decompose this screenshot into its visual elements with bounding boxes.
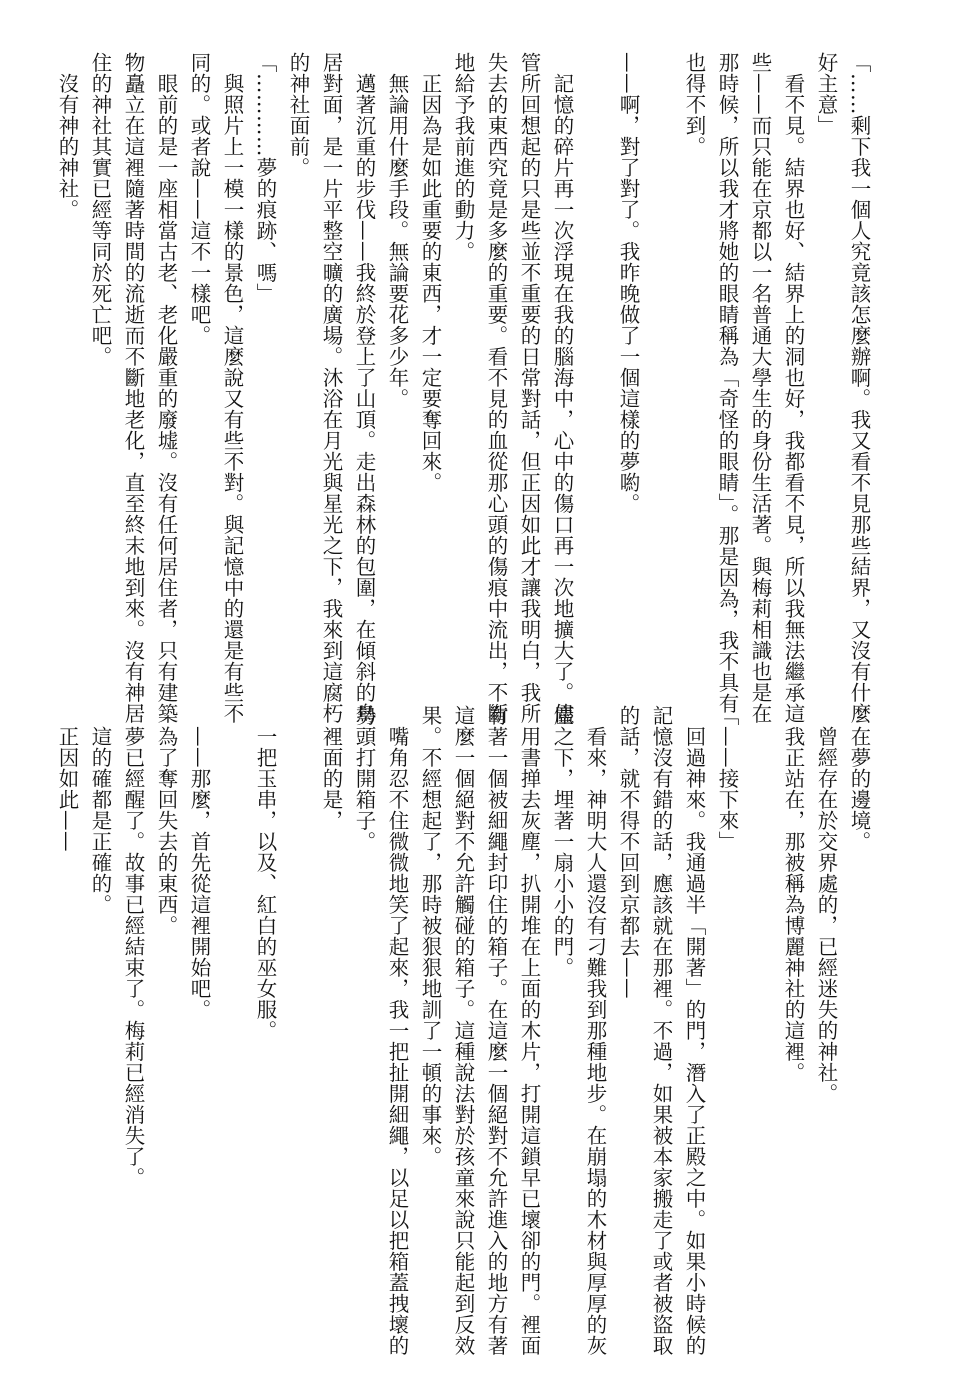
text-line: 夢已經醒了。故事已經結束了。梅莉已經消失了。: [121, 705, 145, 1188]
text-line: 用書掸去灰塵，扒開堆在上面的木片，打開這鎖早已壞卻的門。裡面: [517, 705, 541, 1356]
text-line: 正因如此——: [55, 705, 79, 852]
text-line: 好主意」: [814, 52, 838, 136]
text-line: 「——接下來」: [715, 705, 739, 852]
text-line: 看來，神明大人還沒有刁難我到那種地步。在崩塌的木材與厚厚的灰: [583, 705, 607, 1356]
text-line: ——啊，對了對了。我昨晚做了一個這樣的夢喲。: [616, 52, 640, 514]
text-line: 果。不經想起了，那時被狠狠地訓了一頓的事來。: [418, 705, 442, 1167]
text-line: 居對面，是一片平整空曠的廣場。沐浴在月光與星光之下，我來到這腐朽: [319, 52, 343, 724]
text-line: [743, 705, 776, 1335]
text-line: 管所回想起的只是些並不重要的日常對話，但正因如此才讓我明白，我所: [517, 52, 541, 724]
text-line: 眼前的是一座相當古老、老化嚴重的廢墟。沒有任何居住者，只有建築: [154, 52, 178, 724]
text-line: 失去的東西究竟是多麼的重要。看不見的血從那心頭的傷痕中流出，不斷: [484, 52, 508, 724]
text-line: 「…………夢的痕跡、嗎」: [253, 52, 277, 304]
text-line: 嘴角忍不住微微地笑了起來，我一把扯開細繩，以足以把箱蓋拽壞的: [385, 705, 409, 1356]
text-line: 記憶的碎片再一次浮現在我的腦海中，心中的傷口再一次地擴大了。儘: [550, 52, 574, 724]
text-line: 同的。或者說——這不一樣吧。: [187, 52, 211, 346]
text-line: 地給予我前進的動力。: [451, 52, 475, 262]
text-line: 無論用什麼手段。無論要花多少年。: [385, 52, 409, 409]
text-line: 這的確都是正確的。: [88, 705, 112, 915]
text-line: 沒有神的神社。: [55, 52, 79, 220]
text-line: 正因為是如此重要的東西，才一定要奪回來。: [418, 52, 442, 493]
text-line: 的神社面前。: [286, 52, 310, 178]
text-line: 在夢的邊境。: [847, 705, 871, 852]
text-line: 也得不到。: [682, 52, 706, 157]
text-line: 邁著沉重的步伐——我終於登上了山頂。走出森林的包圍，在傾斜的鳥: [352, 52, 376, 724]
text-line: 物矗立在這裡隨著時間的流逝而不斷地老化，直至終末地到來。沒有神居: [121, 52, 145, 724]
text-line: [578, 52, 611, 667]
text-line: 與照片上一模一樣的景色，這麼說又有些不對。與記憶中的還是有些不: [220, 52, 244, 724]
text-line: [281, 705, 314, 1335]
text-line: 曾經存在於交界處的，已經迷失的神社。: [814, 705, 838, 1104]
text-line: 裡面的是，: [319, 705, 343, 831]
text-line: [215, 705, 248, 1335]
text-line: ——那麼，首先從這裡開始吧。: [187, 705, 211, 1020]
text-line: 一把玉串，以及、紅白的巫女服。: [253, 705, 277, 1041]
text-line: 的話，就不得不回到京都去——: [616, 705, 640, 999]
upper-text-block: [55, 52, 875, 724]
text-line: 為了奪回失去的東西。: [154, 705, 178, 936]
text-line: 我正站在，那被稱為博麗神社的這裡。: [781, 705, 805, 1083]
text-line: 「……剩下我一個人究竟該怎麼辦啊。我又看不見那些結界，又沒有什麼: [847, 52, 871, 724]
text-line: 有著一個被細繩封印住的箱子。在這麼一個絕對不允許進入的地方有著: [484, 705, 508, 1356]
text-line: 看不見。結界也好、結界上的洞也好，我都看不見，所以我無法繼承這: [781, 52, 805, 724]
text-line: 回過神來。我通過半「開著」的門，潛入了正殿之中。如果小時候的: [682, 705, 706, 1356]
text-line: 些——而只能在京都以一名普通大學生的身份生活著。與梅莉相識也是在: [748, 52, 772, 724]
text-line: 勢頭打開箱子。: [352, 705, 376, 852]
text-line: 住的神社其實已經等同於死亡吧。: [88, 52, 112, 367]
text-line: [644, 52, 677, 667]
lower-text-block: [55, 705, 875, 1356]
text-line: 這麼一個絕對不允許觸碰的箱子。這種說法對於孩童來說只能起到反效: [451, 705, 475, 1356]
text-line: 記憶沒有錯的話，應該就在那裡。不過，如果被本家搬走了或者被盜取: [649, 705, 673, 1356]
text-line: 那時候，所以我才將她的眼睛稱為「奇怪的眼睛」。那是因為，我不具有: [715, 52, 739, 714]
text-line: 塵之下，埋著一扇小小的門。: [550, 705, 574, 978]
